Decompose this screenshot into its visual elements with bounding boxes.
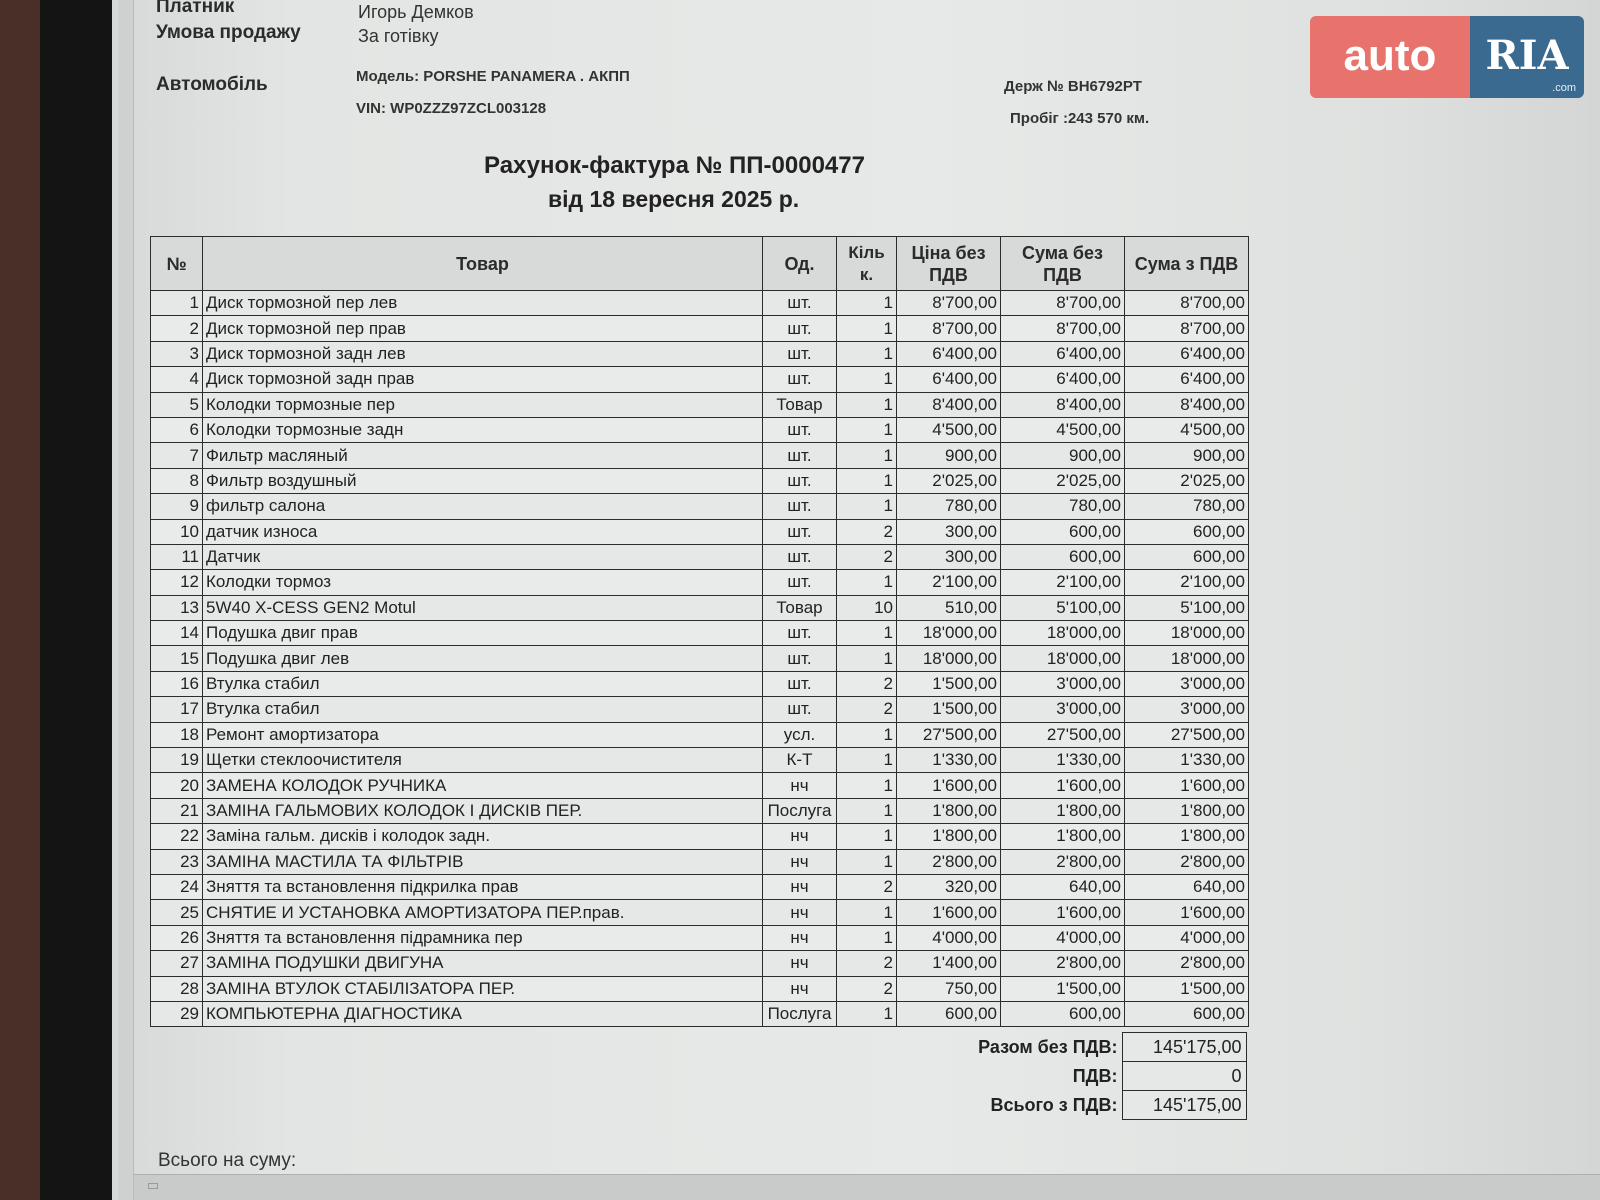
cell-item: СНЯТИЕ И УСТАНОВКА АМОРТИЗАТОРА ПЕР.прав. bbox=[203, 900, 763, 925]
cell-item: Зняття та встановлення підкрилка прав bbox=[203, 874, 763, 899]
cell-number: 16 bbox=[151, 671, 203, 696]
cell-unit: шт. bbox=[763, 646, 837, 671]
cell-price: 900,00 bbox=[897, 443, 1001, 468]
table-row bbox=[151, 367, 1249, 392]
invoice-date: від 18 вересня 2025 р. bbox=[548, 186, 800, 212]
totals-table bbox=[900, 1032, 1247, 1120]
cell-total: 1'600,00 bbox=[1125, 773, 1249, 798]
cell-unit: нч bbox=[763, 849, 837, 874]
cell-item: Заміна гальм. дисків і колодок задн. bbox=[203, 824, 763, 849]
table-row bbox=[151, 417, 1249, 442]
cell-total: 2'025,00 bbox=[1125, 468, 1249, 493]
cell-sum: 1'330,00 bbox=[1001, 748, 1125, 773]
col-sum-header: Сума без ПДВ bbox=[1001, 237, 1125, 291]
cell-qty: 1 bbox=[837, 443, 897, 468]
vat-label: ПДВ: bbox=[1072, 1065, 1118, 1086]
cell-item: Диск тормозной задн лев bbox=[203, 341, 763, 366]
cell-sum: 640,00 bbox=[1001, 874, 1125, 899]
cell-sum: 27'500,00 bbox=[1001, 722, 1125, 747]
cell-item: ЗАМІНА ВТУЛОК СТАБІЛІЗАТОРА ПЕР. bbox=[203, 976, 763, 1001]
logo-auto-text: auto bbox=[1310, 16, 1470, 98]
table-row bbox=[151, 722, 1249, 747]
subtotal-label: Разом без ПДВ: bbox=[978, 1036, 1118, 1057]
cell-number: 21 bbox=[151, 798, 203, 823]
col-item-header: Товар bbox=[203, 237, 763, 291]
cell-qty: 2 bbox=[837, 976, 897, 1001]
cell-qty: 1 bbox=[837, 925, 897, 950]
cell-unit: шт. bbox=[763, 494, 837, 519]
cell-unit: шт. bbox=[763, 417, 837, 442]
cell-item: Колодки тормозные задн bbox=[203, 417, 763, 442]
cell-sum: 5'100,00 bbox=[1001, 595, 1125, 620]
cell-item: КОМПЬЮТЕРНА ДІАГНОСТИКА bbox=[203, 1001, 763, 1026]
cell-unit: шт. bbox=[763, 544, 837, 569]
cell-price: 8'700,00 bbox=[897, 316, 1001, 341]
cell-total: 8'700,00 bbox=[1125, 316, 1249, 341]
cell-number: 11 bbox=[151, 544, 203, 569]
cell-item: ЗАМІНА ГАЛЬМОВИХ КОЛОДОК І ДИСКІВ ПЕР. bbox=[203, 798, 763, 823]
cell-price: 8'700,00 bbox=[897, 291, 1001, 316]
table-row bbox=[151, 646, 1249, 671]
photo-background bbox=[0, 0, 40, 1200]
cell-unit: нч bbox=[763, 824, 837, 849]
cell-price: 320,00 bbox=[897, 874, 1001, 899]
cell-qty: 1 bbox=[837, 468, 897, 493]
table-header-row bbox=[151, 237, 1249, 291]
cell-total: 8'400,00 bbox=[1125, 392, 1249, 417]
cell-number: 27 bbox=[151, 951, 203, 976]
cell-total: 2'800,00 bbox=[1125, 849, 1249, 874]
cell-price: 18'000,00 bbox=[897, 621, 1001, 646]
cell-number: 24 bbox=[151, 874, 203, 899]
cell-price: 300,00 bbox=[897, 544, 1001, 569]
cell-qty: 1 bbox=[837, 621, 897, 646]
cell-price: 510,00 bbox=[897, 595, 1001, 620]
invoice-table bbox=[150, 236, 1249, 1027]
cell-item: Диск тормозной задн прав bbox=[203, 367, 763, 392]
cell-sum: 600,00 bbox=[1001, 1001, 1125, 1026]
cell-unit: нч bbox=[763, 900, 837, 925]
cell-qty: 1 bbox=[837, 341, 897, 366]
table-row bbox=[151, 519, 1249, 544]
screen-bottom-bar bbox=[134, 1174, 1600, 1200]
logo-ria-text: RIA bbox=[1485, 32, 1569, 79]
cell-unit: Товар bbox=[763, 595, 837, 620]
cell-qty: 1 bbox=[837, 1001, 897, 1026]
table-row bbox=[151, 798, 1249, 823]
table-row bbox=[151, 595, 1249, 620]
cell-number: 14 bbox=[151, 621, 203, 646]
table-row bbox=[151, 900, 1249, 925]
cell-price: 1'600,00 bbox=[897, 773, 1001, 798]
cell-price: 1'800,00 bbox=[897, 798, 1001, 823]
cell-sum: 1'500,00 bbox=[1001, 976, 1125, 1001]
cell-sum: 8'700,00 bbox=[1001, 316, 1125, 341]
cell-unit: шт. bbox=[763, 570, 837, 595]
cell-qty: 1 bbox=[837, 824, 897, 849]
cell-price: 780,00 bbox=[897, 494, 1001, 519]
col-unit-header: Од. bbox=[763, 237, 837, 291]
table-row bbox=[151, 773, 1249, 798]
cell-price: 2'800,00 bbox=[897, 849, 1001, 874]
cell-sum: 1'600,00 bbox=[1001, 773, 1125, 798]
cell-item: Колодки тормозные пер bbox=[203, 392, 763, 417]
cell-item: Подушка двиг прав bbox=[203, 621, 763, 646]
cell-unit: К-Т bbox=[763, 748, 837, 773]
table-row bbox=[151, 392, 1249, 417]
cell-price: 6'400,00 bbox=[897, 367, 1001, 392]
cell-total: 6'400,00 bbox=[1125, 367, 1249, 392]
table-row bbox=[151, 544, 1249, 569]
cell-item: фильтр салона bbox=[203, 494, 763, 519]
cell-qty: 1 bbox=[837, 900, 897, 925]
cell-number: 5 bbox=[151, 392, 203, 417]
cell-unit: нч bbox=[763, 951, 837, 976]
cell-sum: 6'400,00 bbox=[1001, 367, 1125, 392]
table-row bbox=[151, 976, 1249, 1001]
cell-price: 750,00 bbox=[897, 976, 1001, 1001]
cell-price: 6'400,00 bbox=[897, 341, 1001, 366]
terms-value: За готівку bbox=[358, 26, 439, 46]
table-row bbox=[151, 494, 1249, 519]
cell-qty: 1 bbox=[837, 748, 897, 773]
cell-unit: шт. bbox=[763, 341, 837, 366]
cell-number: 26 bbox=[151, 925, 203, 950]
cell-qty: 2 bbox=[837, 544, 897, 569]
cell-total: 4'500,00 bbox=[1125, 417, 1249, 442]
cell-qty: 2 bbox=[837, 519, 897, 544]
cell-number: 13 bbox=[151, 595, 203, 620]
cell-unit: шт. bbox=[763, 621, 837, 646]
autoria-logo bbox=[1310, 16, 1584, 98]
cell-price: 1'330,00 bbox=[897, 748, 1001, 773]
cell-number: 19 bbox=[151, 748, 203, 773]
cell-number: 1 bbox=[151, 291, 203, 316]
payer-label: Платник bbox=[156, 0, 235, 17]
cell-item: Подушка двиг лев bbox=[203, 646, 763, 671]
cell-unit: Послуга bbox=[763, 1001, 837, 1026]
cell-price: 600,00 bbox=[897, 1001, 1001, 1026]
cell-item: Диск тормозной пер лев bbox=[203, 291, 763, 316]
cell-number: 10 bbox=[151, 519, 203, 544]
cell-total: 900,00 bbox=[1125, 443, 1249, 468]
cell-sum: 3'000,00 bbox=[1001, 671, 1125, 696]
cell-qty: 1 bbox=[837, 849, 897, 874]
cell-item: Фильтр воздушный bbox=[203, 468, 763, 493]
cell-unit: нч bbox=[763, 976, 837, 1001]
cell-sum: 6'400,00 bbox=[1001, 341, 1125, 366]
subtotal-value: 145'175,00 bbox=[1122, 1033, 1246, 1062]
cell-sum: 3'000,00 bbox=[1001, 697, 1125, 722]
cell-sum: 1'800,00 bbox=[1001, 824, 1125, 849]
cell-price: 18'000,00 bbox=[897, 646, 1001, 671]
cell-total: 5'100,00 bbox=[1125, 595, 1249, 620]
car-vin: VIN: WP0ZZZ97ZCL003128 bbox=[356, 100, 547, 117]
cell-item: Датчик bbox=[203, 544, 763, 569]
cell-sum: 8'700,00 bbox=[1001, 291, 1125, 316]
corner-marker bbox=[148, 1183, 158, 1189]
logo-com-text: .com bbox=[1552, 82, 1576, 94]
cell-qty: 1 bbox=[837, 291, 897, 316]
cell-item: Колодки тормоз bbox=[203, 570, 763, 595]
cell-number: 12 bbox=[151, 570, 203, 595]
vat-row bbox=[900, 1062, 1246, 1091]
cell-unit: Товар bbox=[763, 392, 837, 417]
cell-qty: 1 bbox=[837, 417, 897, 442]
table-row bbox=[151, 697, 1249, 722]
page-margin bbox=[118, 0, 134, 1200]
total-sum-label: Всього на суму: bbox=[158, 1150, 297, 1171]
cell-number: 23 bbox=[151, 849, 203, 874]
cell-item: датчик износа bbox=[203, 519, 763, 544]
cell-number: 3 bbox=[151, 341, 203, 366]
cell-sum: 600,00 bbox=[1001, 544, 1125, 569]
table-row bbox=[151, 824, 1249, 849]
cell-total: 1'500,00 bbox=[1125, 976, 1249, 1001]
cell-unit: шт. bbox=[763, 316, 837, 341]
total-row bbox=[900, 1091, 1246, 1120]
cell-total: 18'000,00 bbox=[1125, 646, 1249, 671]
cell-number: 6 bbox=[151, 417, 203, 442]
cell-number: 28 bbox=[151, 976, 203, 1001]
monitor-bezel bbox=[40, 0, 112, 1200]
cell-unit: шт. bbox=[763, 468, 837, 493]
terms-label: Умова продажу bbox=[156, 22, 301, 43]
cell-total: 600,00 bbox=[1125, 544, 1249, 569]
cell-item: ЗАМІНА ПОДУШКИ ДВИГУНА bbox=[203, 951, 763, 976]
cell-price: 2'100,00 bbox=[897, 570, 1001, 595]
table-row bbox=[151, 291, 1249, 316]
cell-unit: Послуга bbox=[763, 798, 837, 823]
cell-item: ЗАМІНА МАСТИЛА ТА ФІЛЬТРІВ bbox=[203, 849, 763, 874]
cell-item: Диск тормозной пер прав bbox=[203, 316, 763, 341]
cell-price: 8'400,00 bbox=[897, 392, 1001, 417]
cell-total: 1'600,00 bbox=[1125, 900, 1249, 925]
cell-sum: 2'025,00 bbox=[1001, 468, 1125, 493]
cell-sum: 4'500,00 bbox=[1001, 417, 1125, 442]
cell-number: 15 bbox=[151, 646, 203, 671]
table-row bbox=[151, 671, 1249, 696]
cell-number: 29 bbox=[151, 1001, 203, 1026]
cell-qty: 2 bbox=[837, 697, 897, 722]
total-value: 145'175,00 bbox=[1122, 1091, 1246, 1120]
cell-qty: 1 bbox=[837, 722, 897, 747]
cell-total: 6'400,00 bbox=[1125, 341, 1249, 366]
car-model: Модель: PORSHE PANAMERA . АКПП bbox=[356, 68, 630, 85]
cell-sum: 4'000,00 bbox=[1001, 925, 1125, 950]
cell-total: 780,00 bbox=[1125, 494, 1249, 519]
cell-qty: 2 bbox=[837, 951, 897, 976]
table-row bbox=[151, 951, 1249, 976]
cell-total: 1'330,00 bbox=[1125, 748, 1249, 773]
col-total-header: Сума з ПДВ bbox=[1125, 237, 1249, 291]
cell-unit: шт. bbox=[763, 671, 837, 696]
cell-number: 22 bbox=[151, 824, 203, 849]
table-row bbox=[151, 1001, 1249, 1026]
cell-total: 27'500,00 bbox=[1125, 722, 1249, 747]
cell-price: 1'800,00 bbox=[897, 824, 1001, 849]
cell-unit: шт. bbox=[763, 519, 837, 544]
cell-number: 7 bbox=[151, 443, 203, 468]
cell-number: 9 bbox=[151, 494, 203, 519]
cell-item: ЗАМЕНА КОЛОДОК РУЧНИКА bbox=[203, 773, 763, 798]
logo-ria-block bbox=[1470, 16, 1584, 98]
cell-unit: шт. bbox=[763, 291, 837, 316]
vat-value: 0 bbox=[1122, 1062, 1246, 1091]
cell-price: 300,00 bbox=[897, 519, 1001, 544]
cell-sum: 900,00 bbox=[1001, 443, 1125, 468]
cell-sum: 1'600,00 bbox=[1001, 900, 1125, 925]
cell-sum: 2'100,00 bbox=[1001, 570, 1125, 595]
cell-total: 3'000,00 bbox=[1125, 671, 1249, 696]
cell-total: 1'800,00 bbox=[1125, 824, 1249, 849]
table-row bbox=[151, 849, 1249, 874]
col-number-header: № bbox=[151, 237, 203, 291]
cell-price: 27'500,00 bbox=[897, 722, 1001, 747]
col-qty-header: Кіль к. bbox=[837, 237, 897, 291]
cell-unit: нч bbox=[763, 874, 837, 899]
cell-total: 4'000,00 bbox=[1125, 925, 1249, 950]
cell-total: 1'800,00 bbox=[1125, 798, 1249, 823]
cell-item: Щетки стеклоочистителя bbox=[203, 748, 763, 773]
cell-unit: шт. bbox=[763, 367, 837, 392]
cell-item: 5W40 X-CESS GEN2 Motul bbox=[203, 595, 763, 620]
cell-unit: нч bbox=[763, 773, 837, 798]
cell-qty: 10 bbox=[837, 595, 897, 620]
cell-sum: 18'000,00 bbox=[1001, 646, 1125, 671]
cell-sum: 780,00 bbox=[1001, 494, 1125, 519]
cell-unit: нч bbox=[763, 925, 837, 950]
invoice-table-body bbox=[151, 291, 1249, 1027]
cell-number: 18 bbox=[151, 722, 203, 747]
cell-item: Ремонт амортизатора bbox=[203, 722, 763, 747]
table-row bbox=[151, 874, 1249, 899]
cell-total: 640,00 bbox=[1125, 874, 1249, 899]
table-row bbox=[151, 925, 1249, 950]
cell-item: Фильтр масляный bbox=[203, 443, 763, 468]
cell-qty: 1 bbox=[837, 646, 897, 671]
cell-number: 25 bbox=[151, 900, 203, 925]
total-label: Всього з ПДВ: bbox=[990, 1094, 1118, 1115]
payer-value: Игорь Демков bbox=[358, 2, 474, 22]
cell-price: 4'000,00 bbox=[897, 925, 1001, 950]
cell-number: 17 bbox=[151, 697, 203, 722]
cell-total: 600,00 bbox=[1125, 519, 1249, 544]
table-row bbox=[151, 468, 1249, 493]
table-row bbox=[151, 748, 1249, 773]
cell-unit: усл. bbox=[763, 722, 837, 747]
cell-number: 2 bbox=[151, 316, 203, 341]
cell-unit: шт. bbox=[763, 443, 837, 468]
cell-total: 8'700,00 bbox=[1125, 291, 1249, 316]
car-mileage: Пробіг :243 570 км. bbox=[1010, 110, 1150, 127]
cell-item: Втулка стабил bbox=[203, 697, 763, 722]
table-row bbox=[151, 443, 1249, 468]
car-label: Автомобіль bbox=[156, 74, 268, 95]
cell-price: 1'400,00 bbox=[897, 951, 1001, 976]
cell-sum: 2'800,00 bbox=[1001, 849, 1125, 874]
cell-qty: 1 bbox=[837, 570, 897, 595]
cell-item: Втулка стабил bbox=[203, 671, 763, 696]
cell-price: 1'600,00 bbox=[897, 900, 1001, 925]
car-plate: Держ № ВН6792РТ bbox=[1004, 78, 1142, 95]
cell-total: 2'800,00 bbox=[1125, 951, 1249, 976]
cell-price: 1'500,00 bbox=[897, 697, 1001, 722]
cell-price: 4'500,00 bbox=[897, 417, 1001, 442]
table-row bbox=[151, 570, 1249, 595]
cell-number: 8 bbox=[151, 468, 203, 493]
cell-total: 2'100,00 bbox=[1125, 570, 1249, 595]
cell-total: 600,00 bbox=[1125, 1001, 1249, 1026]
cell-number: 4 bbox=[151, 367, 203, 392]
cell-qty: 2 bbox=[837, 671, 897, 696]
cell-price: 2'025,00 bbox=[897, 468, 1001, 493]
table-row bbox=[151, 341, 1249, 366]
cell-qty: 2 bbox=[837, 874, 897, 899]
cell-qty: 1 bbox=[837, 798, 897, 823]
cell-qty: 1 bbox=[837, 494, 897, 519]
cell-item: Зняття та встановлення підрамника пер bbox=[203, 925, 763, 950]
cell-sum: 600,00 bbox=[1001, 519, 1125, 544]
table-row bbox=[151, 621, 1249, 646]
cell-sum: 18'000,00 bbox=[1001, 621, 1125, 646]
cell-qty: 1 bbox=[837, 316, 897, 341]
cell-number: 20 bbox=[151, 773, 203, 798]
cell-unit: шт. bbox=[763, 697, 837, 722]
col-price-header: Ціна без ПДВ bbox=[897, 237, 1001, 291]
cell-total: 3'000,00 bbox=[1125, 697, 1249, 722]
cell-price: 1'500,00 bbox=[897, 671, 1001, 696]
cell-sum: 2'800,00 bbox=[1001, 951, 1125, 976]
cell-qty: 1 bbox=[837, 773, 897, 798]
subtotal-row bbox=[900, 1033, 1246, 1062]
cell-sum: 8'400,00 bbox=[1001, 392, 1125, 417]
invoice-title: Рахунок-фактура № ПП-0000477 bbox=[484, 152, 865, 179]
cell-qty: 1 bbox=[837, 367, 897, 392]
cell-qty: 1 bbox=[837, 392, 897, 417]
table-row bbox=[151, 316, 1249, 341]
cell-total: 18'000,00 bbox=[1125, 621, 1249, 646]
cell-sum: 1'800,00 bbox=[1001, 798, 1125, 823]
